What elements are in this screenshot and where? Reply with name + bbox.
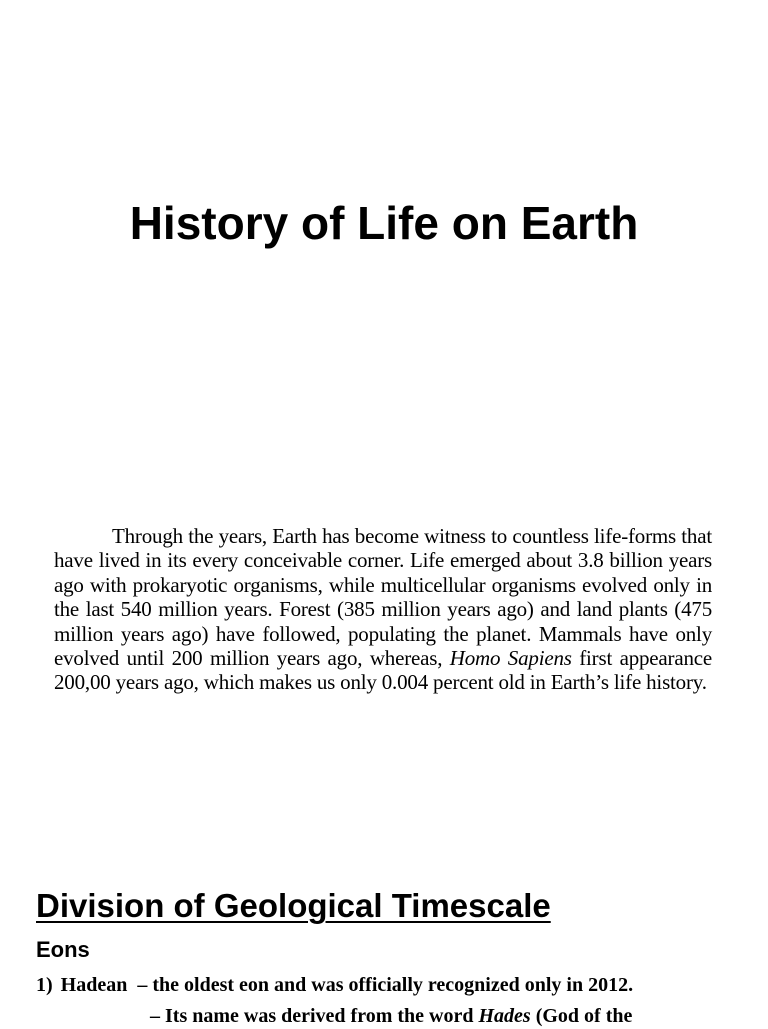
intro-paragraph	[54, 524, 712, 695]
page-title: History of Life on Earth	[129, 197, 639, 249]
eon-etymology-word: Hades	[478, 1005, 531, 1027]
eon-description: – the oldest eon and was officially recognized only in 2012.	[137, 974, 634, 996]
eon-etymology-start: – Its name was derived from the word	[150, 1005, 479, 1027]
eon-item-hadean	[36, 972, 633, 998]
eon-item-hadean-continued	[150, 1003, 632, 1029]
intro-species-name: Homo Sapiens	[449, 646, 572, 671]
eons-subheading: Eons	[36, 937, 90, 962]
intro-text-part1: Through the years, Earth has become witness to countless life-forms that have lived in its every conceivable corner. Life emerged about 3.8 billion years ago with prokaryotic organisms, while multicellular organisms evolved only in the last 540 million years. Forest (385 million years ago) and land plants (475 million years ago) have followed, populating the planet. Mammals have only evolved until 200 million years ago, whereas,	[54, 524, 712, 671]
eon-number: 1)	[36, 974, 53, 996]
eon-etymology-end: (God of the	[530, 1005, 633, 1027]
section-heading: Division of Geological Timescale	[36, 887, 551, 924]
eon-name: Hadean	[60, 974, 128, 996]
intro-text-part2: first appearance 200,00 years ago, which makes us only 0.004 percent old in Earth’s life history.	[54, 646, 712, 695]
